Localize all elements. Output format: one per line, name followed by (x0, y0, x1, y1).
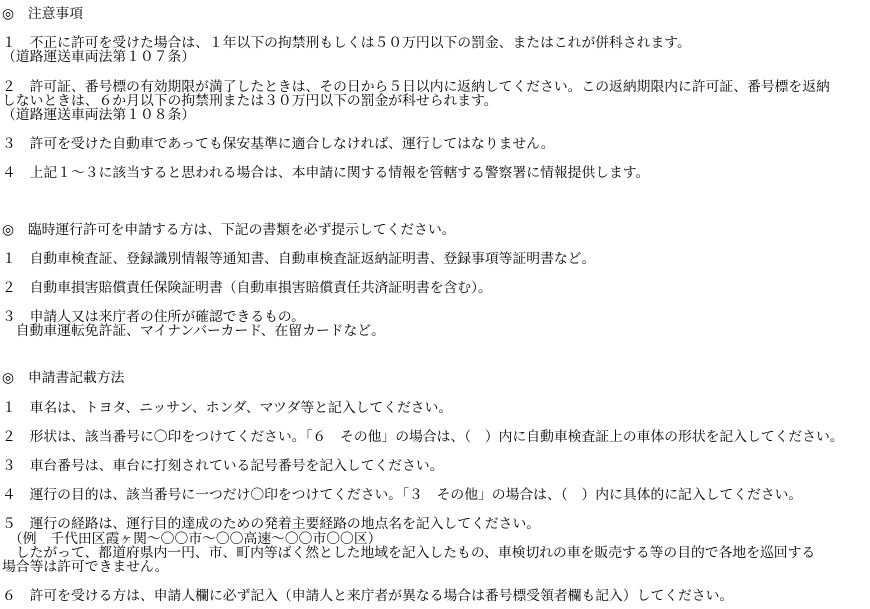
section-required-documents (2, 223, 870, 339)
section-precautions (2, 7, 870, 181)
section-heading (2, 223, 870, 237)
notice-item (2, 459, 870, 473)
section-form-instructions (2, 371, 870, 603)
text-line: ５ 運行の経路は、運行目的達成のための発着主要経路の地点名を記入してください。 (2, 516, 541, 532)
text-line: したがって、都道府県内一円、市、町内等ばく然とした地域を記入したもの、車検切れの車を販売する等の目的で各地を巡回する (2, 544, 816, 560)
notice-item (2, 517, 870, 574)
text-line: ２ 許可証、番号標の有効期限が満了したときは、その日から５日以内に返納してください。この返納期限内に許可証、番号標を返納 (2, 78, 830, 94)
text-line: ４ 上記１～３に該当すると思われる場合は、本申請に関する情報を管轄する警察署に情報提供します。 (2, 165, 650, 181)
text-line: ２ 自動車損害賠償責任保険証明書（自動車損害賠償責任共済証明書を含む）。 (2, 279, 492, 295)
text-line: ４ 運行の目的は、該当番号に一つだけ〇印をつけてください。「３ その他」の場合は、（ ）内に具体的に記入してください。 (2, 487, 803, 503)
text-line: ３ 申請人又は来庁者の住所が確認できるもの。 (2, 309, 305, 325)
section-heading (2, 371, 870, 385)
text-line: １ 自動車検査証、登録識別情報等通知書、自動車検査証返納証明書、登録事項等証明書など。 (2, 250, 596, 266)
notice-item (2, 589, 870, 603)
notice-item (2, 137, 870, 151)
text-line: （道路運送車両法第１０７条） (2, 49, 196, 65)
text-line: ６ 許可を受ける方は、申請人欄に必ず記入（申請人と来庁者が異なる場合は番号標受領者欄も記入）してください。 (2, 588, 734, 604)
text-line: しないときは、６か月以下の拘禁刑または３０万円以下の罰金が科せられます。 (2, 92, 498, 108)
notice-item (2, 281, 870, 295)
text-line: ３ 許可を受けた自動車であっても保安基準に適合しなければ、運行してはなりません。 (2, 136, 555, 152)
section-heading-text: ◎ 注意事項 (2, 6, 84, 21)
notice-item (2, 80, 870, 123)
section-heading (2, 7, 870, 21)
notice-item (2, 166, 870, 180)
notice-item (2, 310, 870, 338)
text-line: 自動車運転免許証、マイナンバーカード、在留カードなど。 (2, 323, 385, 339)
text-line: ３ 車台番号は、車台に打刻されている記号番号を記入してください。 (2, 458, 444, 473)
section-heading-text: ◎ 申請書記載方法 (2, 370, 125, 386)
text-line: （例 千代田区霞ヶ関～〇〇市～〇〇高速～〇〇市〇〇区） (2, 530, 382, 546)
text-line: 場合等は許可できません。 (2, 558, 169, 574)
section-heading-text: ◎ 臨時運行許可を申請する方は、下記の書類を必ず提示してください。 (2, 221, 456, 237)
text-line: ２ 形状は、該当番号に〇印をつけてください。「６ その他」の場合は、（ ）内に自動車検査証上の車体の形状を記入してください。 (2, 428, 844, 444)
text-line: （道路運送車両法第１０８条） (2, 106, 196, 122)
notice-item (2, 401, 870, 415)
text-line: １ 車名は、トヨタ、ニッサン、ホンダ、マツダ等と記入してください。 (2, 399, 453, 415)
notice-item (2, 430, 870, 444)
text-line: １ 不正に許可を受けた場合は、１年以下の拘禁刑もしくは５０万円以下の罰金、またはこれが併科されます。 (2, 35, 691, 51)
notice-item (2, 252, 870, 266)
notice-item (2, 36, 870, 64)
notice-item (2, 488, 870, 502)
